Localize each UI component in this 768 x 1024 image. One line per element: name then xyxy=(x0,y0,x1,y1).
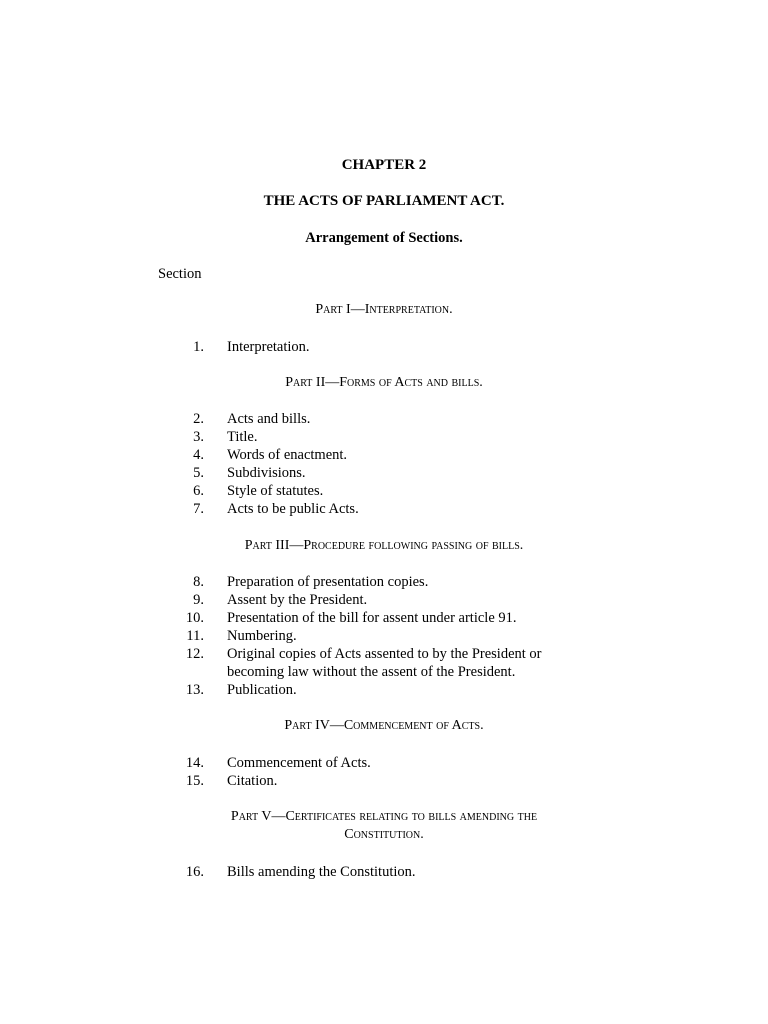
part-heading: Part II—Forms of Acts and bills. xyxy=(285,375,483,390)
section-number: 8. xyxy=(193,574,204,590)
section-entry xyxy=(0,864,768,882)
section-title: Style of statutes. xyxy=(227,483,324,499)
section-entry xyxy=(0,465,768,483)
section-title: Citation. xyxy=(227,773,278,789)
section-entry xyxy=(0,646,768,664)
section-number: 7. xyxy=(193,501,204,517)
section-title-continuation: becoming law without the assent of the President. xyxy=(227,664,516,680)
section-title: Original copies of Acts assented to by the President or xyxy=(227,646,542,662)
section-number: 5. xyxy=(193,465,204,481)
section-number: 12. xyxy=(185,646,204,662)
section-title: Commencement of Acts. xyxy=(227,755,371,771)
section-number: 1. xyxy=(193,339,204,355)
part-heading: Part I—Interpretation. xyxy=(315,302,453,317)
section-number: 2. xyxy=(193,411,204,427)
section-title: Assent by the President. xyxy=(227,592,368,608)
section-number: 14. xyxy=(185,755,204,771)
section-title: Publication. xyxy=(227,682,297,698)
section-number: 4. xyxy=(193,447,204,463)
section-number: 6. xyxy=(193,483,204,499)
section-entry xyxy=(0,755,768,773)
section-title: Acts to be public Acts. xyxy=(227,501,359,517)
chapter-heading: CHAPTER 2 xyxy=(341,157,427,173)
section-number: 11. xyxy=(186,628,204,644)
section-entry xyxy=(0,339,768,357)
section-entry xyxy=(0,682,768,700)
section-title: Acts and bills. xyxy=(227,411,311,427)
section-title: Subdivisions. xyxy=(227,465,306,481)
section-number: 13. xyxy=(185,682,204,698)
section-title: Preparation of presentation copies. xyxy=(227,574,429,590)
section-number: 9. xyxy=(193,592,204,608)
section-column-label: Section xyxy=(158,266,202,282)
section-entry xyxy=(0,574,768,592)
section-entry xyxy=(0,773,768,791)
section-number: 3. xyxy=(193,429,204,445)
section-title: Words of enactment. xyxy=(227,447,348,463)
section-entry xyxy=(0,592,768,610)
section-entry xyxy=(0,501,768,519)
section-entry xyxy=(0,429,768,447)
section-title: Interpretation. xyxy=(227,339,310,355)
act-title: THE ACTS OF PARLIAMENT ACT. xyxy=(263,193,505,209)
section-title: Bills amending the Constitution. xyxy=(227,864,416,880)
section-number: 16. xyxy=(185,864,204,880)
section-entry xyxy=(0,610,768,628)
section-entry xyxy=(0,483,768,501)
part-heading: Part V—Certificates relating to bills amending the xyxy=(230,809,538,824)
part-heading-continuation: Constitution. xyxy=(344,827,424,842)
section-title: Title. xyxy=(227,429,258,445)
section-number: 10. xyxy=(185,610,204,626)
section-number: 15. xyxy=(185,773,204,789)
section-title: Presentation of the bill for assent under article 91. xyxy=(227,610,517,626)
section-entry xyxy=(0,447,768,465)
part-heading: Part III—Procedure following passing of bills. xyxy=(244,538,524,553)
section-title: Numbering. xyxy=(227,628,297,644)
arrangement-heading: Arrangement of Sections. xyxy=(305,230,463,246)
section-entry-continuation xyxy=(0,664,768,682)
section-entry xyxy=(0,628,768,646)
section-entry xyxy=(0,411,768,429)
part-heading: Part IV—Commencement of Acts. xyxy=(284,718,484,733)
